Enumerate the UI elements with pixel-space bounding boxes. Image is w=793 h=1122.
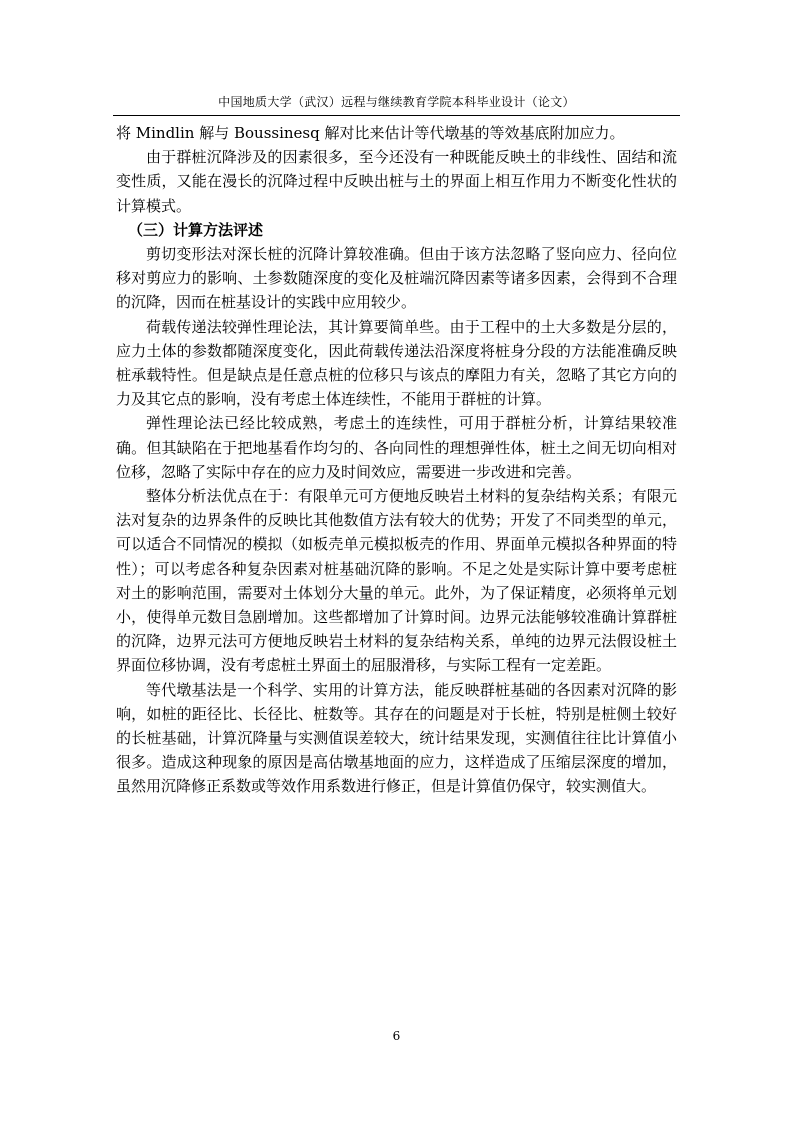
paragraph-shear-deformation: 剪切变形法对深长桩的沉降计算较准确。但由于该方法忽略了竖向应力、径向位移对剪应力的影响、土参数随深度的变化及桩端沉降因素等诸多因素，会得到不合理的沉降，因而在桩基设计的实践中应用较少。 [116,245,677,312]
section-heading: （三）计算方法评述 [128,220,264,239]
header-divider [113,115,680,116]
running-header: 中国地质大学（武汉）远程与继续教育学院本科毕业设计（论文） [218,95,575,109]
page-number: 6 [392,1029,401,1043]
paragraph-equivalent-pier: 等代墩基法是一个科学、实用的计算方法，能反映群桩基础的各因素对沉降的影响，如桩的距径比、长径比、桩数等。其存在的问题是对于长桩，特别是桩侧土较好的长桩基础，计算沉降量与实测值误差较大，统计结果发现，实测值往往比计算值小很多。造成这种现象的原因是高估墩基地面的应力，这样造成了压缩层深度的增加，虽然用沉降修正系数或等效作用系数进行修正，但是计算值仍保守，较实测值大。 [116,680,677,796]
paragraph-load-transfer: 荷载传递法较弹性理论法，其计算要简单些。由于工程中的土大多数是分层的，应力土体的参数都随深度变化，因此荷载传递法沿深度将桩身分段的方法能准确反映桩承载特性。但是缺点是任意点桩的位移只与该点的摩阻力有关，忽略了其它方向的力及其它点的影响，没有考虑土体连续性，不能用于群桩的计算。 [116,317,677,409]
paragraph-elastic-theory: 弹性理论法已经比较成熟，考虑土的连续性，可用于群桩分析，计算结果较准确。但其缺陷在于把地基看作均匀的、各向同性的理想弹性体，桩土之间无切向相对位移，忽略了实际中存在的应力及时间效应，需要进一步改进和完善。 [116,414,677,481]
document-body [116,121,677,799]
paragraph-group-pile-settlement: 由于群桩沉降涉及的因素很多，至今还没有一种既能反映土的非线性、固结和流变性质，又能在漫长的沉降过程中反映出桩与土的界面上相互作用力不断变化性状的计算模式。 [116,148,677,215]
paragraph-integral-analysis: 整体分析法优点在于：有限单元可方便地反映岩土材料的复杂结构关系；有限元法对复杂的边界条件的反映比其他数值方法有较大的优势；开发了不同类型的单元，可以适合不同情况的模拟（如板壳单元模拟板壳的作用、界面单元模拟各种界面的特性）；可以考虑各种复杂因素对桩基础沉降的影响。不足之处是实际计算中要考虑桩对土的影响范围，需要对土体划分大量的单元。此外，为了保证精度，必须将单元划小，使得单元数目急剧增加。这些都增加了计算时间。边界元法能够较准确计算群桩的沉降，边界元法可方便地反映岩土材料的复杂结构关系，单纯的边界元法假设桩土界面位移协调，没有考虑桩土界面土的屈服滑移，与实际工程有一定差距。 [116,487,677,675]
paragraph-continuation: 将 Mindlin 解与 Boussinesq 解对比来估计等代墩基的等效基底附加应力。 [116,124,625,142]
